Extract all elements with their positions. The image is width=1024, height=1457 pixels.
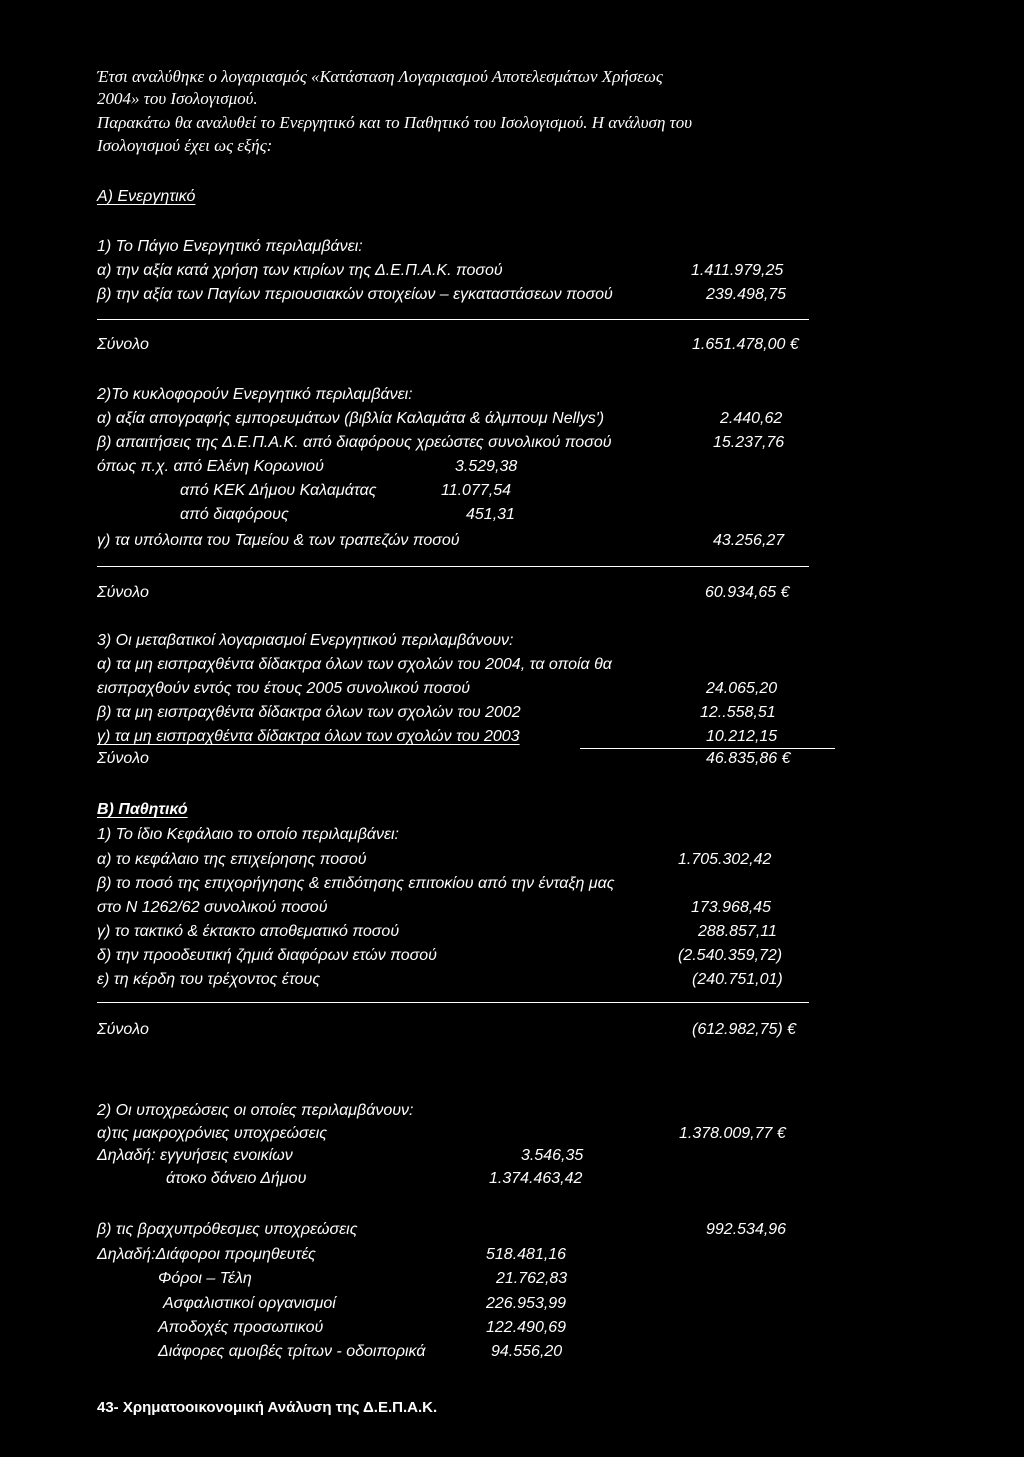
equity-total-value: (612.982,75) € (692, 1021, 797, 1038)
short-term-label: β) τις βραχυπρόθεσμες υποχρεώσεις (97, 1221, 358, 1238)
short-detail-salaries-value: 122.490,69 (486, 1319, 567, 1336)
intro-line-1: Έτσι αναλύθηκε ο λογαριασμός «Κατάσταση Λογαριασμού Αποτελεσμάτων Χρήσεως (97, 67, 663, 86)
equity-item-d-value: (2.540.359,72) (678, 947, 783, 964)
equity-total-label: Σύνολο (97, 1021, 149, 1038)
transitory-item-c-value: 10.212,15 (706, 728, 778, 745)
equity-item-b-line1: β) το ποσό της επιχορήγησης & επιδότησης επιτοκίου από την ένταξη μας (97, 875, 615, 892)
long-term-label: α)τις μακροχρόνιες υποχρεώσεις (97, 1125, 328, 1142)
fixed-item-b-label: β) την αξία των Παγίων περιουσιακών στοιχείων – εγκαταστάσεων ποσού (97, 286, 613, 303)
long-detail-loan-label: άτοκο δάνειο Δήμου (166, 1170, 307, 1187)
transitory-item-c-label: γ) τα μη εισπραχθέντα δίδακτρα όλων των σχολών του 2003 (97, 728, 520, 745)
current-item-b-value: 15.237,76 (713, 434, 785, 451)
breakdown-various-label: από διαφόρους (180, 506, 289, 523)
current-item-a-value: 2.440,62 (720, 410, 783, 427)
fixed-assets-intro: 1) Το Πάγιο Ενεργητικό περιλαμβάνει: (97, 238, 363, 255)
short-detail-suppliers-value: 518.481,16 (486, 1246, 567, 1263)
equity-item-a-value: 1.705.302,42 (678, 851, 772, 868)
transitory-total-value: 46.835,86 € (706, 750, 791, 767)
short-detail-fees-label: Διάφορες αμοιβές τρίτων - οδοιπορικά (158, 1343, 426, 1360)
equity-total-divider (97, 1002, 809, 1003)
equity-item-e-label: ε) τη κέρδη του τρέχοντος έτους (97, 971, 321, 988)
long-detail-deposits-value: 3.546,35 (521, 1147, 584, 1164)
current-total-label: Σύνολο (97, 584, 149, 601)
equity-item-c-value: 288.857,11 (698, 923, 777, 940)
transitory-item-b-value: 12..558,51 (700, 704, 776, 721)
short-detail-taxes-value: 21.762,83 (496, 1270, 568, 1287)
transitory-total-label: Σύνολο (97, 750, 149, 767)
current-item-a-label: α) αξία απογραφής εμπορευμάτων (βιβλία Καλαμάτα & άλμπουμ Nellys') (97, 410, 605, 427)
intro-line-2: 2004» του Ισολογισμού. (97, 89, 258, 108)
current-total-value: 60.934,65 € (705, 584, 790, 601)
breakdown-koronioy-value: 3.529,38 (455, 458, 518, 475)
long-detail-loan-value: 1.374.463,42 (489, 1170, 583, 1187)
transitory-item-a-line1: α) τα μη εισπραχθέντα δίδακτρα όλων των σχολών του 2004, τα οποία θα (97, 656, 612, 673)
current-assets-intro: 2)Το κυκλοφορούν Ενεργητικό περιλαμβάνει: (97, 386, 413, 403)
short-detail-insurance-value: 226.953,99 (486, 1295, 567, 1312)
page-footer: 43- Χρηματοοικονομική Ανάλυση της Δ.Ε.Π.Α.Κ. (97, 1399, 438, 1416)
short-detail-suppliers-label: Δηλαδή:Διάφοροι προμηθευτές (97, 1246, 316, 1263)
current-item-b-label: β) απαιτήσεις της Δ.Ε.Π.Α.Κ. από διαφόρους χρεώστες συνολικού ποσού (97, 434, 612, 451)
short-detail-insurance-label: Ασφαλιστικοί οργανισμοί (163, 1295, 336, 1312)
assets-heading: Α) Ενεργητικό (97, 188, 196, 205)
intro-line-3: Παρακάτω θα αναλυθεί το Ενεργητικό και το Παθητικό του Ισολογισμού. Η ανάλυση του (97, 113, 693, 132)
fixed-total-divider (97, 319, 809, 320)
fixed-total-value: 1.651.478,00 € (692, 336, 799, 353)
breakdown-kek-value: 11.077,54 (441, 482, 511, 499)
short-detail-fees-value: 94.556,20 (491, 1343, 563, 1360)
cash-label: γ) τα υπόλοιπα του Ταμείου & των τραπεζών ποσού (97, 532, 460, 549)
equity-item-b-line2: στο Ν 1262/62 συνολικού ποσού (97, 899, 328, 916)
breakdown-kek-label: από ΚΕΚ Δήμου Καλαμάτας (180, 482, 377, 499)
cash-value: 43.256,27 (713, 532, 785, 549)
obligations-intro: 2) Οι υποχρεώσεις οι οποίες περιλαμβάνουν: (97, 1102, 414, 1119)
fixed-item-b-value: 239.498,75 (706, 286, 787, 303)
fixed-item-a-label: α) την αξία κατά χρήση των κτιρίων της Δ.Ε.Π.Α.Κ. ποσού (97, 262, 503, 279)
breakdown-koronioy-label: όπως π.χ. από Ελένη Κορωνιού (97, 458, 324, 475)
short-detail-taxes-label: Φόροι – Τέλη (158, 1270, 252, 1287)
fixed-item-a-value: 1.411.979,25 (691, 262, 784, 279)
liabilities-heading: Β) Παθητικό (97, 801, 188, 818)
long-term-value: 1.378.009,77 € (679, 1125, 786, 1142)
short-term-value: 992.534,96 (706, 1221, 787, 1238)
breakdown-various-value: 451,31 (466, 506, 515, 523)
transitory-intro: 3) Οι μεταβατικοί λογαριασμοί Ενεργητικού περιλαμβάνουν: (97, 632, 514, 649)
fixed-total-label: Σύνολο (97, 336, 149, 353)
equity-item-b-value: 173.968,45 (691, 899, 772, 916)
equity-item-a-label: α) το κεφάλαιο της επιχείρησης ποσού (97, 851, 367, 868)
long-detail-deposits-label: Δηλαδή: εγγυήσεις ενοικίων (97, 1147, 293, 1164)
equity-item-e-value: (240.751,01) (692, 971, 783, 988)
equity-intro: 1) Το ίδιο Κεφάλαιο το οποίο περιλαμβάνει: (97, 826, 399, 843)
current-total-divider (97, 566, 809, 567)
intro-line-4: Ισολογισμού έχει ως εξής: (97, 136, 273, 155)
transitory-item-b-label: β) τα μη εισπραχθέντα δίδακτρα όλων των σχολών του 2002 (97, 704, 521, 721)
transitory-item-a-line2: εισπραχθούν εντός του έτους 2005 συνολικού ποσού (97, 680, 471, 697)
short-detail-salaries-label: Αποδοχές προσωπικού (158, 1319, 324, 1336)
transitory-item-a-value: 24.065,20 (706, 680, 778, 697)
equity-item-d-label: δ) την προοδευτική ζημιά διαφόρων ετών ποσού (97, 947, 437, 964)
equity-item-c-label: γ) το τακτικό & έκτακτο αποθεματικό ποσού (97, 923, 400, 940)
